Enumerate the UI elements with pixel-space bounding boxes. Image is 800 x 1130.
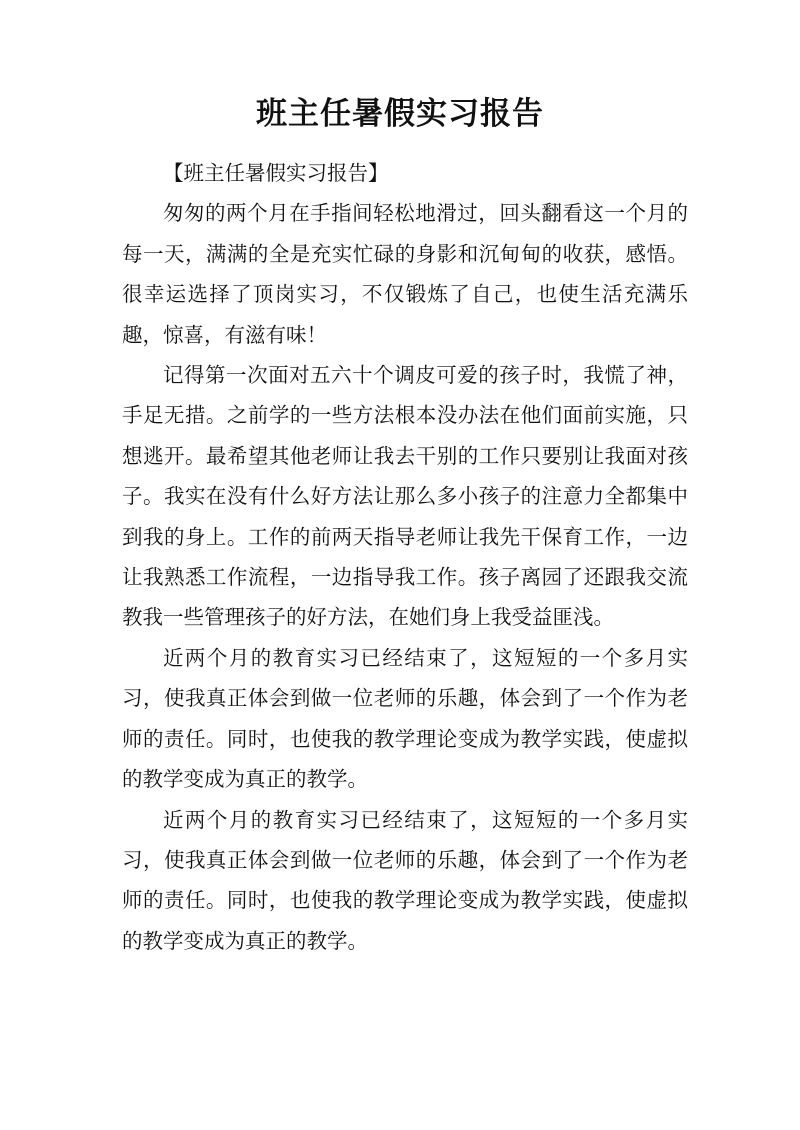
document-subtitle: 【班主任暑假实习报告】 — [163, 161, 389, 185]
paragraph-2: 记得第一次面对五六十个调皮可爱的孩子时，我慌了神，手足无措。之前学的一些方法根本没办法在他们面前实施，只想逃开。最希望其他老师让我去干别的工作只要别让我面对孩子。我实在没有什么好方法让那么多小孩子的注意力全都集中到我的身上。工作的前两天指导老师让我先干保育工作，一边让我熟悉工作流程，一边指导我工作。孩子离园了还跟我交流教我一些管理孩子的好方法，在她们身上我受益匪浅。 — [122, 363, 688, 630]
document-body — [122, 153, 688, 961]
paragraph-1: 匆匆的两个月在手指间轻松地滑过，回头翻看这一个月的每一天，满满的全是充实忙碌的身影和沉甸甸的收获，感悟。很幸运选择了顶岗实习，不仅锻炼了自己，也使生活充满乐趣，惊喜，有滋有味！ — [122, 201, 688, 347]
document-title: 班主任暑假实习报告 — [256, 96, 544, 132]
paragraph-3: 近两个月的教育实习已经结束了，这短短的一个多月实习，使我真正体会到做一位老师的乐趣，体会到了一个作为老师的责任。同时，也使我的教学理论变成为教学实践，使虚拟的教学变成为真正的教学。 — [122, 645, 688, 792]
paragraph-4: 近两个月的教育实习已经结束了，这短短的一个多月实习，使我真正体会到做一位老师的乐趣，体会到了一个作为老师的责任。同时，也使我的教学理论变成为教学实践，使虚拟的教学变成为真正的教学。 — [122, 807, 688, 953]
